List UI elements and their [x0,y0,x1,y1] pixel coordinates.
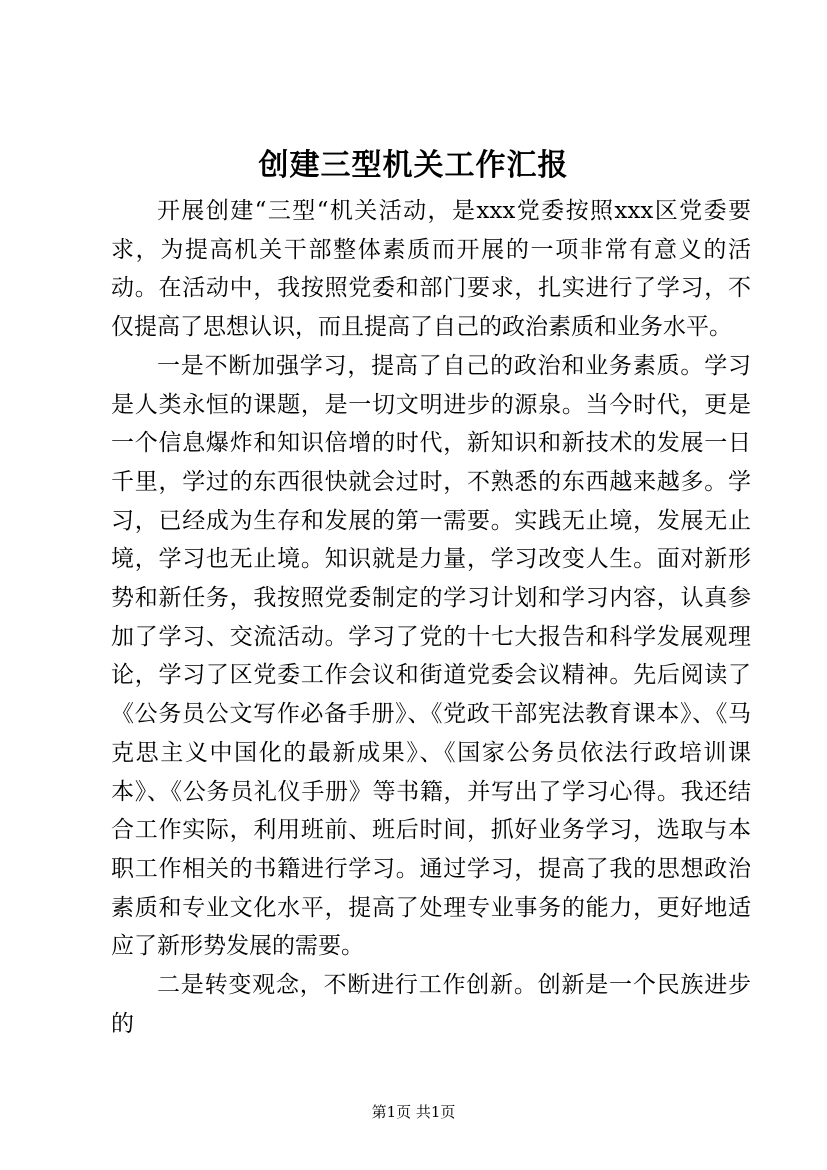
paragraph-point-two: 二是转变观念，不断进行工作创新。创新是一个民族进步的 [111,972,751,1037]
paragraph-intro: 开展创建“三型“机关活动，是xxx党委按照xxx区党委要求，为提高机关干部整体素质而开展的一项非常有意义的活动。在活动中，我按照党委和部门要求，扎实进行了学习，不仅提高了思想认识，而且提高了自己的政治素质和业务水平。 [111,198,751,341]
document-body [111,192,751,1043]
document-title: 创建三型机关工作汇报 [258,148,569,183]
page-footer: 第1页 共1页 [371,1103,456,1121]
paragraph-point-one: 一是不断加强学习，提高了自己的政治和业务素质。学习是人类永恒的课题，是一切文明进步的源泉。当今时代，更是一个信息爆炸和知识倍增的时代，新知识和新技术的发展一日千里，学过的东西很快就会过时，不熟悉的东西越来越多。学习，已经成为生存和发展的第一需要。实践无止境，发展无止境，学习也无止境。知识就是力量，学习改变人生。面对新形势和新任务，我按照党委制定的学习计划和学习内容，认真参加了学习、交流活动。学习了党的十七大报告和科学发展观理论，学习了区党委工作会议和街道党委会议精神。先后阅读了《公务员公文写作必备手册》、《党政干部宪法教育课本》、《马克思主义中国化的最新成果》、《国家公务员依法行政培训课本》、《公务员礼仪手册》等书籍，并写出了学习心得。我还结合工作实际，利用班前、班后时间，抓好业务学习，选取与本职工作相关的书籍进行学习。通过学习，提高了我的思想政治素质和专业文化水平，提高了处理专业事务的能力，更好地适应了新形势发展的需要。 [111,352,751,960]
